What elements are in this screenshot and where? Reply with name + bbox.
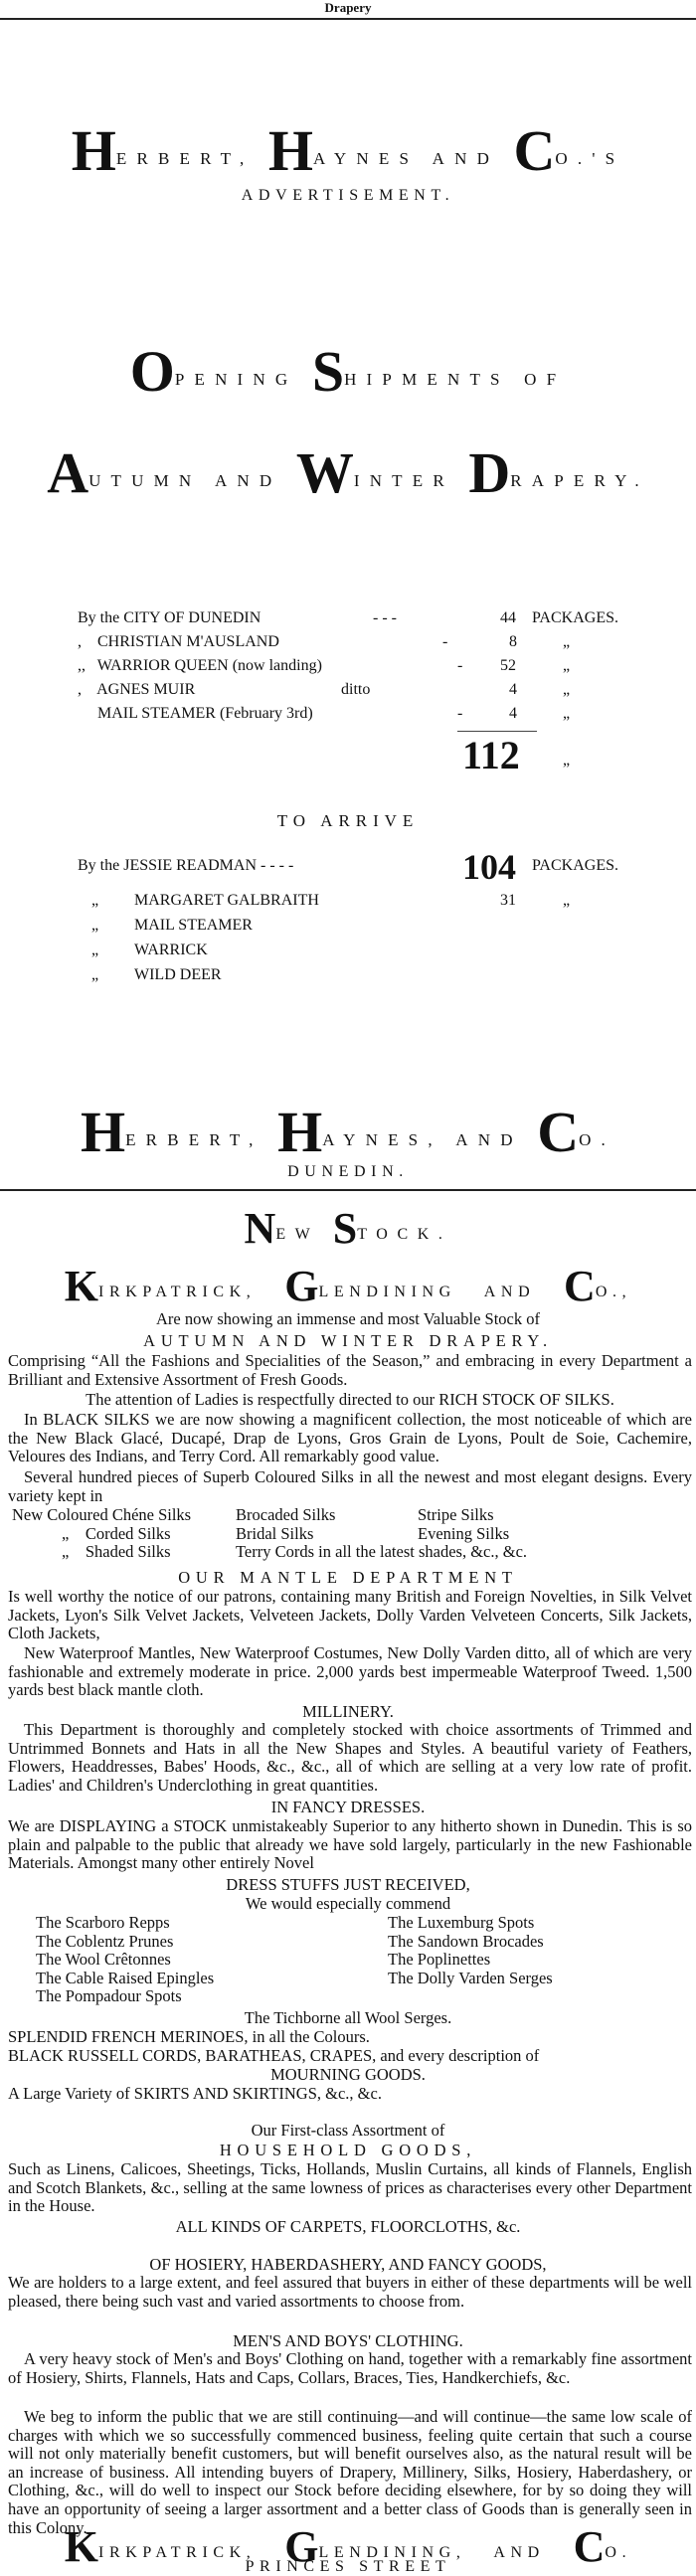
firm-name-heading: KIRKPATRICK, GLENDINING AND CO., [64,1262,632,1310]
list-item: New Coloured Chéne Silks Brocaded Silks Stripe Silks [12,1505,494,1524]
mourning-line: MOURNING GOODS. [270,2065,426,2084]
arrival-row: „ WILD DEER [91,966,222,983]
showing-line: Are now showing an immense and most Valuable Stock of [155,1309,540,1328]
opening-shipments-heading: OPENING SHIPMENTS OF [129,339,567,404]
arrival-row: „ MARGARET GALBRAITH 31 „ [91,892,571,909]
arrival-row: „ WARRICK [91,942,208,958]
list-item: The Pompadour Spots [36,1986,182,2006]
shipment-row: By the CITY OF DUNEDIN - - - 44 PACKAGES. [78,609,618,626]
firm-footer: HERBERT, HAYNES, AND CO. [80,1100,616,1164]
ad-divider [0,1189,696,1191]
paragraph-waterproof: New Waterproof Mantles, New Waterproof Costumes, New Dolly Varden ditto, all of which are very fashionable and extremely moderate in price. 2,000 yards best impermeable Waterproof Tweed. 1,500 yards best black mantle cloth. [8,1643,692,1700]
paragraph-silks-attention: The attention of Ladies is respectfully directed to our RICH STOCK OF SILKS. [86,1390,614,1409]
header-rule [0,18,696,20]
paragraph-millinery: This Department is thoroughly and completely stocked with choice assortments of Trimmed and Untrimmed Bonnets and Hats in all the New Shapes and Styles. A beautiful variety of Feathers, Flowers, Headdresses, Babes' Hoods, &c., &c., all of which are selling at a very low rate of profit. Ladies' and Children's Underclothing in great quantities. [8,1720,692,1795]
clothing-heading: MEN'S AND BOYS' CLOTHING. [233,2331,463,2350]
merinoes-line: SPLENDID FRENCH MERINOES, in all the Colours. [8,2027,370,2046]
dress-stuffs-heading: DRESS STUFFS JUST RECEIVED, [226,1875,470,1894]
town-label: DUNEDIN. [287,1163,409,1180]
paragraph-black-silks: In BLACK SILKS we are now showing a magnificent collection, the most noticeable of which are the New Black Glacé, Ducapé, Drap de Lyons, Gros Grain de Lyons, Poult de Soie, Cachemire, Veloures des Indians, and Terry Cord. All remarkably good value. [8,1410,692,1466]
shipment-row: , AGNES MUIR ditto 4 „ [78,681,571,698]
shipment-total: 112 „ [462,733,571,777]
list-item: The Coblentz Prunes [36,1931,174,1951]
firm-footer: KIRKPATRICK, GLENDINING, AND CO. [64,2522,632,2571]
total-rule [457,731,537,732]
season-line: AUTUMN AND WINTER DRAPERY. [143,1331,553,1350]
paragraph-coloured-silks: Several hundred pieces of Superb Coloured Silks in all the newest and most elegant designs. Every variety kept in [8,1467,692,1505]
millinery-heading: MILLINERY. [302,1702,394,1721]
first-class-line: Our First-class Assortment of [251,2121,445,2140]
paragraph-household: Such as Linens, Calicoes, Sheetings, Ticks, Hollands, Muslin Curtains, all kinds of Flannels, English and Scotch Blankets, &c., selling at the same lowness of prices as characterises every other Department in the House. [8,2159,692,2216]
household-heading: HOUSEHOLD GOODS, [219,2141,477,2159]
page-header: Drapery [324,0,372,15]
fancy-dresses-heading: IN FANCY DRESSES. [270,1798,426,1816]
list-item: The Cable Raised Epingles [36,1968,215,1987]
firm-name-heading: HERBERT, HAYNES AND CO.'S [71,118,625,183]
carpets-line: ALL KINDS OF CARPETS, FLOORCLOTHS, &c. [175,2217,521,2236]
list-item: The Luxemburg Spots [388,1913,535,1932]
paragraph-inform: We beg to inform the public that we are still continuing—and will continue—the same low scale of charges with which we so successfully commenced business, feeling quite certain that such a course will not only materially benefit customers, but will benefit ourselves also, as the natural result will be an increase of business. All intending buyers of Drapery, Millinery, Silks, Hosiery, Haberdashery, or Clothing, &c., will do well to inspect our Stock before deciding elsewhere, for by so doing they will have an opportunity of seeing a larger assortment and a better class of Goods than is generally seen in this Colony. [8,2407,692,2537]
advertisement-label: ADVERTISEMENT. [241,187,455,204]
hosiery-heading: OF HOSIERY, HABERDASHERY, AND FANCY GOODS, [149,2255,547,2274]
tichborne-line: The Tichborne all Wool Serges. [244,2008,452,2027]
shipment-row: MAIL STEAMER (February 3rd) - 4 „ [78,705,571,722]
paragraph-hosiery: We are holders to a large extent, and feel assured that buyers in either of these departments will be well pleased, there being such vast and varied assortments to choose from. [8,2273,692,2311]
russell-line: BLACK RUSSELL CORDS, BARATHEAS, CRAPES, and every description of [8,2046,540,2065]
skirts-line: A Large Variety of SKIRTS AND SKIRTINGS, &c., &c. [8,2084,382,2103]
list-item: „ Shaded Silks Terry Cords in all the latest shades, &c., &c. [62,1542,528,1562]
arrival-row: By the JESSIE READMAN - - - - 104 PACKAGES. [78,847,618,887]
list-item: The Wool Crêtonnes [36,1950,171,1970]
silks-list [12,1506,688,1562]
paragraph-fashions: Comprising “All the Fashions and Specialities of the Season,” and embracing in every Department a Brilliant and Extensive Assortment of Fresh Goods. [8,1351,692,1389]
paragraph-clothing: A very heavy stock of Men's and Boys' Clothing on hand, together with a remarkably fine assortment of Hosiery, Shirts, Flannels, Hats and Caps, Collars, Braces, Ties, Handkerchiefs, &c. [8,2349,692,2387]
commend-line: We would especially commend [245,1894,451,1913]
dress-list-left [36,1914,334,2006]
street-label: PRINCES STREET [245,2558,451,2575]
mantle-heading: OUR MANTLE DEPARTMENT [178,1568,518,1587]
shipment-row: ,, WARRIOR QUEEN (now landing) - 52 „ [78,657,571,674]
list-item: The Scarboro Repps [36,1913,170,1932]
paragraph-fancy-dresses: We are DISPLAYING a STOCK unmistakeably Superior to any hitherto shown in Dunedin. This is so plain and palpable to the public that already we have sold largely, particularly in the new Fashionable Materials. Amongst many other entirely Novel [8,1816,692,1873]
arrival-row: „ MAIL STEAMER [91,917,253,934]
paragraph-mantle: Is well worthy the notice of our patrons, containing many British and Foreign Novelties, in Silk Velvet Jackets, Lyon's Silk Velvet Jackets, Velveteen Jackets, Dolly Varden Velveteen Concerts, Silk Jackets, Cloth Jackets, [8,1587,692,1643]
shipment-row: , CHRISTIAN M'AUSLAND - 8 „ [78,633,571,650]
to-arrive-heading: TO ARRIVE [276,811,420,830]
list-item: The Sandown Brocades [388,1931,544,1951]
dress-list-right [388,1914,686,1987]
list-item: The Dolly Varden Serges [388,1968,553,1987]
list-item: „ Corded Silks Bridal Silks Evening Silks [62,1523,510,1543]
autumn-winter-heading: AUTUMN AND WINTER DRAPERY. [47,440,649,505]
new-stock-heading: NEW STOCK. [244,1204,452,1253]
list-item: The Poplinettes [388,1950,491,1970]
